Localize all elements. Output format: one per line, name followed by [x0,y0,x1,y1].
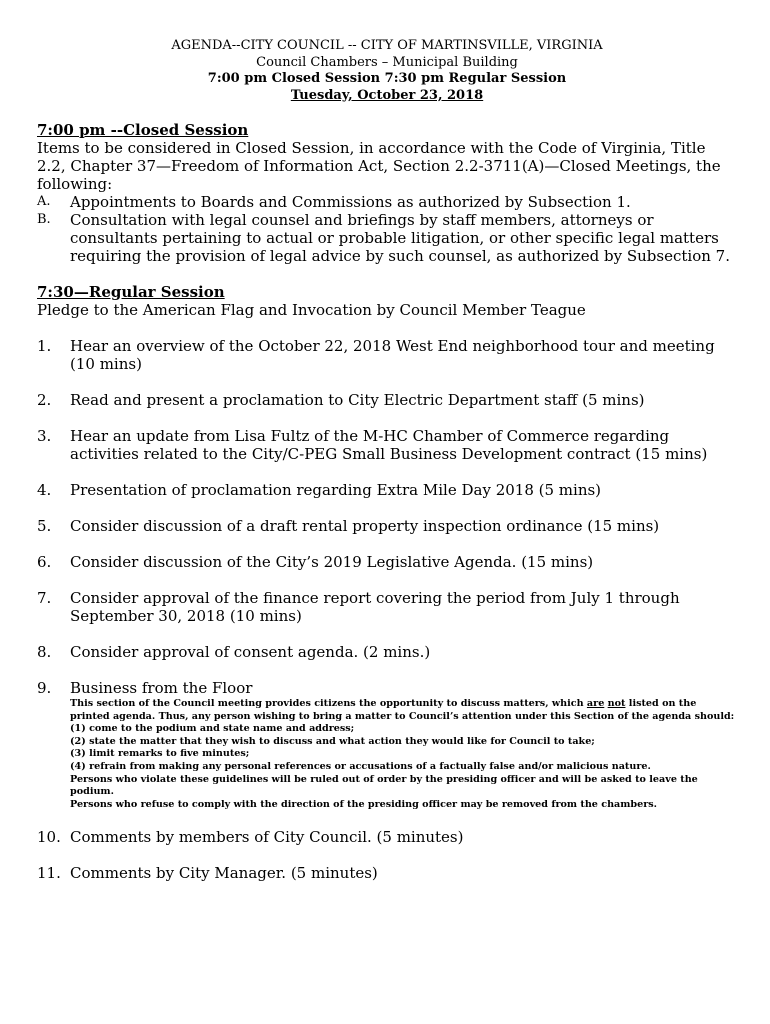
agenda-item-number: 6. [37,553,52,571]
agenda-item-text: Presentation of proclamation regarding Extra Mile Day 2018 (5 mins) [70,481,602,499]
agenda-item-number: 9. [37,679,52,697]
agenda-item [37,553,737,571]
header-location: Council Chambers – Municipal Building [256,54,518,70]
pledge-line: Pledge to the American Flag and Invocation by Council Member Teague [37,301,586,319]
agenda-item [37,481,737,499]
agenda-item-text: Consider approval of consent agenda. (2 mins.) [70,643,431,661]
agenda-item-text: Hear an update from Lisa Fultz of the M-HC Chamber of Commerce regarding activities related to the City/C-PEG Small Business Development contract (15 mins) [70,427,708,463]
floor-rule-violation: Persons who violate these guidelines will be ruled out of order by the presiding officer and will be asked to leave the podium. [70,773,698,798]
closed-item-text: Appointments to Boards and Commissions as authorized by Subsection 1. [70,193,631,211]
agenda-document [37,38,737,882]
agenda-header [37,38,737,104]
agenda-item [37,391,737,409]
closed-session-section [37,121,737,265]
agenda-item [37,427,737,463]
closed-item-label: B. [37,212,51,227]
agenda-item-number: 7. [37,589,52,607]
agenda-item-text: Consider approval of the finance report covering the period from July 1 through September 30, 2018 (10 mins) [70,589,680,625]
agenda-item [37,828,737,846]
floor-rule: (3) limit remarks to five minutes; [70,748,250,760]
agenda-item-text: Hear an overview of the October 22, 2018 West End neighborhood tour and meeting (10 mins) [70,337,715,373]
floor-rule: (1) come to the podium and state name and address; [70,723,355,735]
agenda-item-number: 4. [37,481,52,499]
agenda-item-number: 10. [37,828,61,847]
agenda-item-number: 1. [37,337,52,355]
floor-rule-removal: Persons who refuse to comply with the direction of the presiding officer may be removed from the chambers. [70,798,658,810]
closed-session-item [37,211,737,265]
header-session-times: 7:00 pm Closed Session 7:30 pm Regular Session [207,71,567,86]
header-title: AGENDA--CITY COUNCIL -- CITY OF MARTINSVILLE, VIRGINIA [171,38,603,53]
agenda-item-text: Consider discussion of a draft rental property inspection ordinance (15 mins) [70,517,660,535]
closed-session-title: 7:00 pm --Closed Session [37,121,249,139]
agenda-item-text: Comments by City Manager. (5 minutes) [70,864,378,883]
agenda-item-text: Read and present a proclamation to City Electric Department staff (5 mins) [70,391,645,409]
floor-rules-intro: This section of the Council meeting provides citizens the opportunity to discuss matters, which are not listed on the printed agenda. Thus, any person wishing to bring a matter to Council’s attention under this Section of the agenda should: [70,698,735,722]
regular-session-title: 7:30—Regular Session [37,283,225,301]
agenda-item-number: 2. [37,391,52,409]
agenda-item [37,589,737,625]
agenda-item [37,864,737,882]
agenda-item [37,643,737,661]
agenda-item-text: Comments by members of City Council. (5 minutes) [70,828,464,847]
agenda-item-business-from-floor [37,679,737,811]
header-date: Tuesday, October 23, 2018 [290,87,484,103]
agenda-item [37,517,737,535]
floor-rules [70,698,737,811]
closed-item-text: Consultation with legal counsel and briefings by staff members, attorneys or consultants pertaining to actual or probable litigation, or other specific legal matters requiring the provision of legal advice by such counsel, as authorized by Subsection 7. [70,211,730,265]
floor-rule: (2) state the matter that they wish to discuss and what action they would like for Council to take; [70,735,595,747]
closed-session-item [37,193,737,211]
agenda-item [37,337,737,373]
closed-item-label: A. [37,194,51,209]
agenda-item-text: Business from the Floor [70,679,253,697]
agenda-item-text: Consider discussion of the City’s 2019 Legislative Agenda. (15 mins) [70,553,594,571]
agenda-item-number: 11. [37,864,61,883]
agenda-item-number: 3. [37,427,52,445]
agenda-item-number: 8. [37,643,52,661]
agenda-item-number: 5. [37,517,52,535]
floor-rule: (4) refrain from making any personal references or accusations of a factually false and/or malicious nature. [70,760,651,772]
closed-session-intro: Items to be considered in Closed Session, in accordance with the Code of Virginia, Title 2.2, Chapter 37—Freedom of Information Act, Section 2.2-3711(A)—Closed Meetings, the following: [37,139,721,193]
regular-session-section [37,283,737,882]
